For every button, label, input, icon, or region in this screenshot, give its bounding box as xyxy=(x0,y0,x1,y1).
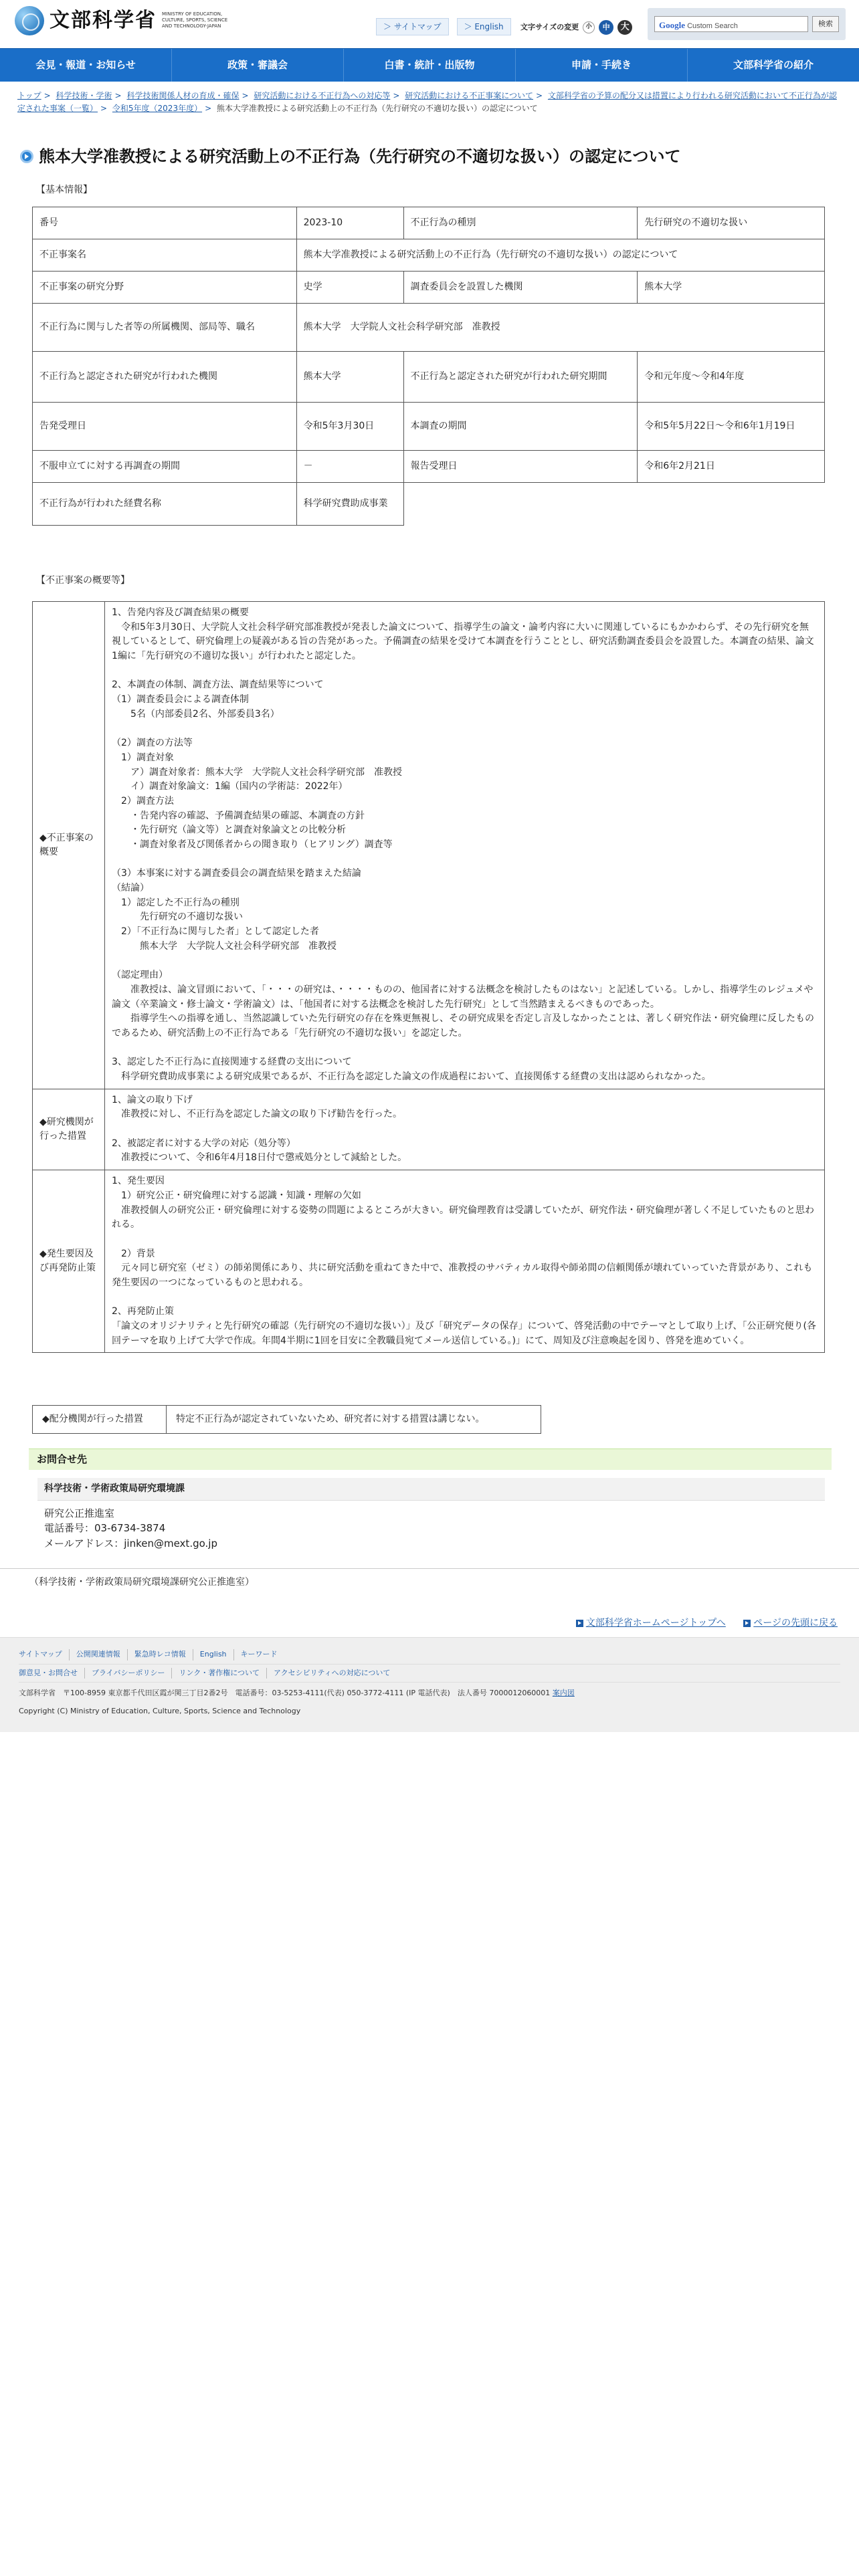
nav-item-press[interactable]: 会見・報道・お知らせ xyxy=(35,59,136,72)
address-text: 文部科学省 〒100-8959 東京都千代田区霞が関三丁目2番2号 電話番号：03-5253-4111(代表) 050-3772-4111 (IP 電話代表) 法人番号 7000012060001 xyxy=(19,1689,551,1698)
search-placeholder: Custom Search xyxy=(687,22,738,30)
funding-measure-table xyxy=(32,1405,541,1434)
summary-table xyxy=(32,601,825,1353)
copyright: Copyright (C) Ministry of Education, Culture, Sports, Science and Technology xyxy=(19,1706,301,1715)
font-size-label: 文字サイズの変更 xyxy=(520,22,579,31)
measures-text: 1、論文の取り下げ 准教授に対し、不正行為を認定した論文の取り下げ勧告を行った。 2、被認定者に対する大学の対応（処分等） 准教授について、令和6年4月18日付で懲戒処分として減給とした。 xyxy=(105,1089,825,1170)
logo-text: 文部科学省 xyxy=(50,9,157,32)
header-links xyxy=(376,18,519,35)
breadcrumb-link[interactable]: 科学技術・学術 xyxy=(56,91,112,100)
table-row xyxy=(33,483,825,526)
number-value: 2023-10 xyxy=(296,207,403,239)
breadcrumb-link[interactable]: 研究活動における不正行為への対応等 xyxy=(254,91,391,100)
google-brand: Google xyxy=(659,20,685,30)
inst-label: 調査委員会を設置した機関 xyxy=(403,272,638,304)
inst-value: 熊本大学 xyxy=(638,272,825,304)
field-label: 不正事案の研究分野 xyxy=(33,272,297,304)
affiliation-value: 熊本大学 大学院人文社会科学研究部 准教授 xyxy=(296,304,824,352)
appeal-label: 不服申立てに対する再調査の期間 xyxy=(33,451,297,483)
page-title xyxy=(20,144,827,169)
cause-label: ◆発生要因及び再発防止策 xyxy=(33,1170,105,1353)
nav-item-policy[interactable]: 政策・審議会 xyxy=(171,49,343,82)
case-name-label: 不正事案名 xyxy=(33,239,297,272)
search-input[interactable] xyxy=(654,16,808,32)
overview-label: ◆不正事案の概要 xyxy=(33,602,105,1089)
survey-period-value: 令和5年5月22日～令和6年1月19日 xyxy=(638,403,825,451)
contact-org: 科学技術・学術政策局研究環境課 xyxy=(37,1478,825,1501)
footer-link[interactable]: 公開関連情報 xyxy=(69,1649,127,1660)
footer-link[interactable]: 御意見・お問合せ xyxy=(19,1668,78,1677)
table-row xyxy=(33,1089,825,1170)
breadcrumb-link[interactable]: 文部科学省の予算の配分又は措置により行われる研究活動において不正行為が認定された事案（一覧） xyxy=(17,91,837,114)
breadcrumb: トップ > 科学技術・学術 > 科学技術関係人材の育成・確保 > 研究活動における不正行為への対応等 > 研究活動における不正事案について > 文部科学省の予算の配分又は措置により行われる研究活動において不正行為が認定された事案（一覧） > 令和5年度（2023年度） > 熊本大学准教授による研究活動上の不正行為（先行研究の不適切な扱い）の認定について xyxy=(17,91,837,114)
arrow-icon xyxy=(743,1620,751,1627)
breadcrumb-current: 熊本大学准教授による研究活動上の不正行為（先行研究の不適切な扱い）の認定について xyxy=(216,104,538,114)
footer-address xyxy=(19,1683,840,1705)
footer-links-row-2 xyxy=(19,1665,840,1683)
measures-label: ◆研究機関が行った措置 xyxy=(33,1089,105,1170)
nav-item-application[interactable]: 申請・手続き xyxy=(515,49,687,82)
research-inst-label: 不正行為と認定された研究が行われた機関 xyxy=(33,352,297,403)
site-header xyxy=(0,0,859,48)
report-date-label: 告発受理日 xyxy=(33,403,297,451)
section-footer-note: （科学技術・学術政策局研究環境課研究公正推進室） xyxy=(29,1577,254,1588)
sitemap-link[interactable]: ＞ サイトマップ xyxy=(376,18,449,35)
contact-heading: お問合せ先 xyxy=(29,1448,832,1470)
table-row xyxy=(33,602,825,1089)
breadcrumb-link[interactable]: 研究活動における不正事案について xyxy=(405,91,534,100)
table-row xyxy=(33,352,825,403)
survey-period-label: 本調査の期間 xyxy=(403,403,638,451)
type-value: 先行研究の不適切な扱い xyxy=(638,207,825,239)
site-footer xyxy=(0,1637,859,1732)
basic-info-table xyxy=(32,207,825,526)
table-row xyxy=(33,239,825,272)
number-label: 番号 xyxy=(33,207,297,239)
table-row xyxy=(33,403,825,451)
font-large-button[interactable]: 大 xyxy=(617,20,632,35)
cause-text: 1、発生要因 1）研究公正・研究倫理に対する認識・知識・理解の欠如 准教授個人の研究公正・研究倫理に対する姿勢の問題によるところが大きい。研究倫理教育は受講していたが、研究作法・研究倫理が著しく不足していたものと思われる。 2）背景 元々同じ研究室（ゼミ）の師弟関係にあり、共に研究活動を重ねてきた中で、准教授のサバティカル取得や師弟間の信頼関係が壊れていっていた背景があり、これも発生要因の一つになっているものと思われる。 2、再発防止策 「論文のオリジナリティと先行研究の確認（先行研究の不適切な扱い）」及び「研究データの保存」について、啓発活動の中でテーマとして取り上げ、「公正研究便り(各回テーマを取り上げて大学で作成。年間4半期に1回を目安に全教職員宛てメール送信している。)」にて、周知及び注意喚起を図り、啓発を進めていく。 xyxy=(105,1170,825,1353)
expense-value: 科学研究費助成事業 xyxy=(296,483,403,526)
home-link[interactable] xyxy=(576,1618,726,1628)
contact-email[interactable]: メールアドレス：jinken@mext.go.jp xyxy=(44,1537,217,1549)
table-row xyxy=(33,272,825,304)
research-inst-value: 熊本大学 xyxy=(296,352,403,403)
footer-link[interactable]: リンク・著作権について xyxy=(171,1668,266,1679)
field-value: 史学 xyxy=(296,272,403,304)
home-link-label: 文部科学省ホームページトップへ xyxy=(585,1618,726,1629)
appeal-value: － xyxy=(296,451,403,483)
contact-dept: 研究公正推進室 xyxy=(44,1507,115,1519)
breadcrumb-link[interactable]: 科学技術関係人材の育成・確保 xyxy=(126,91,240,100)
top-link-label: ページの先頭に戻る xyxy=(753,1618,838,1629)
footer-link[interactable]: キーワード xyxy=(233,1649,284,1660)
funding-measure-value: 特定不正行為が認定されていないため、研究者に対する措置は講じない。 xyxy=(167,1406,541,1434)
page-links xyxy=(0,1590,859,1637)
table-row xyxy=(33,207,825,239)
funding-measure-label: ◆配分機関が行った措置 xyxy=(33,1406,167,1434)
english-link[interactable]: ＞ English xyxy=(457,18,511,35)
summary-label: 【不正事案の概要等】 xyxy=(36,575,130,586)
contact-phone: 電話番号：03-6734-3874 xyxy=(44,1522,166,1535)
logo-english-text: MINISTRY OF EDUCATION, CULTURE, SPORTS, SCIENCE AND TECHNOLOGY-JAPAN xyxy=(162,11,228,29)
receipt-label: 報告受理日 xyxy=(403,451,638,483)
table-row xyxy=(33,1406,541,1434)
footer-links-row-1 xyxy=(19,1646,840,1665)
title-bullet-icon xyxy=(20,150,33,163)
back-to-top-link[interactable] xyxy=(743,1618,838,1628)
footer-link[interactable]: English xyxy=(193,1649,233,1660)
search-button[interactable]: 検索 xyxy=(812,16,839,32)
period-label: 不正行為と認定された研究が行われた研究期間 xyxy=(403,352,638,403)
type-label: 不正行為の種別 xyxy=(403,207,638,239)
footer-link[interactable]: プライバシーポリシー xyxy=(84,1668,171,1679)
table-row xyxy=(33,304,825,352)
case-name-value: 熊本大学准教授による研究活動上の不正行為（先行研究の不適切な扱い）の認定について xyxy=(296,239,824,272)
contact-details xyxy=(32,1501,827,1551)
receipt-value: 令和6年2月21日 xyxy=(638,451,825,483)
period-value: 令和元年度～令和4年度 xyxy=(638,352,825,403)
mext-emblem-icon xyxy=(15,6,44,35)
overview-text: 1、告発内容及び調査結果の概要 令和5年3月30日、大学院人文社会科学研究部准教授が発表した論文について、指導学生の論文・論考内容に大いに関連しているにもかかわらず、その先行研究を無視しているとして、研究倫理上の疑義がある旨の告発があった。予備調査の結果を受けて本調査を行うこととし、研究活動調査委員会を設置した。本調査の結果、論文1編に「先行研究の不適切な扱い」が行われたと認定した。 2、本調査の体制、調査方法、調査結果等について （1）調査委員会による調査体制 5名（内部委員2名、外部委員3名） （2）調査の方法等 1）調査対象 ア）調査対象者：熊本大学 大学院人文社会科学研究部 准教授 イ）調査対象論文：1編（国内の学術誌：2022年） 2）調査方法 ・告発内容の確認、予備調査結果の確認、本調査の方針 ・先行研究（論文等）と調査対象論文との比較分析 ・調査対象者及び関係者からの聞き取り（ヒアリング）調査等 （3）本事案に対する調査委員会の調査結果を踏まえた結論 （結論） 1）認定した不正行為の種別 先行研究の不適切な扱い 2）「不正行為に関与した者」として認定した者 熊本大学 大学院人文社会科学研究部 准教授 （認定理由） 准教授は、論文冒頭において、「・・・の研究は、・・・・ものの、他国者に対する法概念を検討したものはない」と記述している。しかし、指導学生のレジュメや論文（卒業論文・修士論文・学術論文）は、「他国者に対する法概念を検討した先行研究」として当然踏まえるべきものであった。 指導学生への指導を通し、当然認識していた先行研究の存在を殊更無視し、その研究成果を否定し言及しなかったことは、著しく研究作法・研究倫理に反したものであるため、研究活動上の不正行為である「先行研究の不適切な扱い」を認定した。 3、認定した不正行為に直接関連する経費の支出について 科学研究費助成事業による研究成果であるが、不正行為を認定した論文の作成過程において、直接関係する経費の支出は認められなかった。 xyxy=(105,602,825,1089)
footer-link[interactable]: アクセシビリティへの対応について xyxy=(266,1668,397,1679)
site-logo[interactable] xyxy=(15,5,235,35)
table-row xyxy=(33,1170,825,1353)
nav-item-whitepaper[interactable]: 白書・統計・出版物 xyxy=(343,49,515,82)
search-box xyxy=(648,8,846,40)
affiliation-label: 不正行為に関与した者等の所属機関、部局等、職名 xyxy=(33,304,297,352)
global-nav xyxy=(0,48,859,82)
breadcrumb-link[interactable]: 令和5年度（2023年度） xyxy=(112,104,203,114)
arrow-icon xyxy=(576,1620,583,1627)
font-small-button[interactable]: 小 xyxy=(583,21,595,33)
footer-link[interactable]: サイトマップ xyxy=(19,1650,62,1659)
table-row xyxy=(33,451,825,483)
font-size-switcher xyxy=(520,20,632,35)
page-title-text: 熊本大学准教授による研究活動上の不正行為（先行研究の不適切な扱い）の認定について xyxy=(39,147,681,166)
expense-label: 不正行為が行われた経費名称 xyxy=(33,483,297,526)
nav-item-about[interactable]: 文部科学省の紹介 xyxy=(687,49,859,82)
access-map-link[interactable]: 案内図 xyxy=(552,1689,575,1698)
font-medium-button[interactable]: 中 xyxy=(599,20,613,35)
main-content xyxy=(0,144,859,1590)
footer-link[interactable]: 緊急時レコ情報 xyxy=(127,1649,193,1660)
report-date-value: 令和5年3月30日 xyxy=(296,403,403,451)
breadcrumb-link[interactable]: トップ xyxy=(17,91,41,100)
basic-info-label: 【基本情報】 xyxy=(36,185,92,195)
